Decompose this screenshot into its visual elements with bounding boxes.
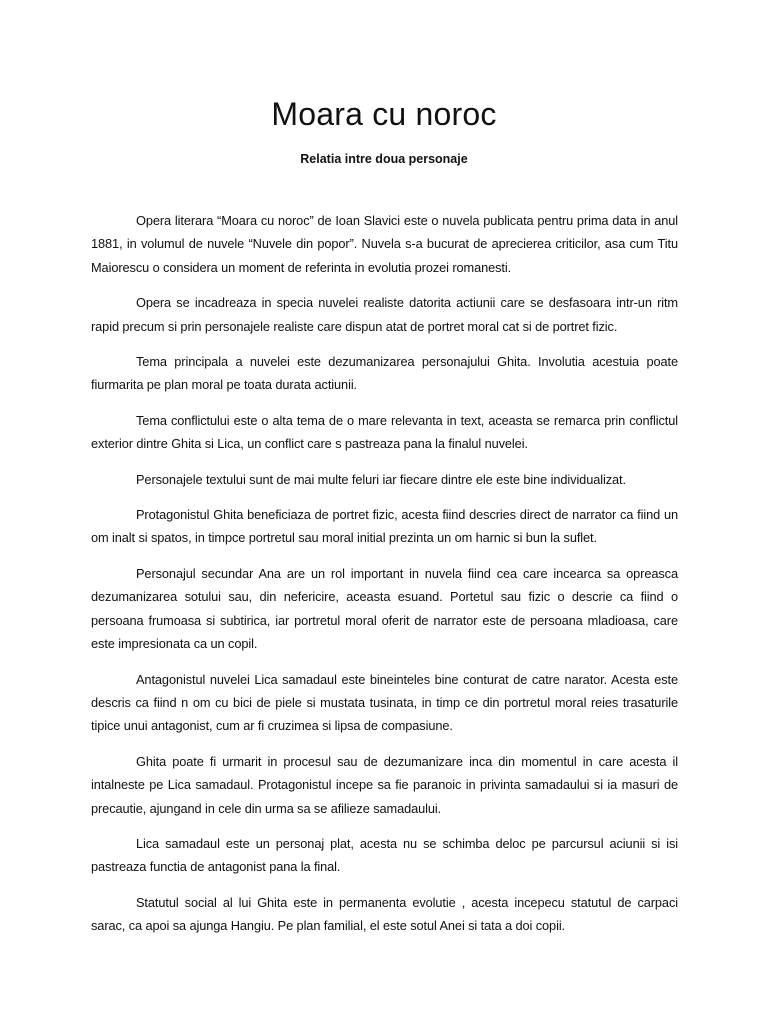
paragraph-6: Protagonistul Ghita beneficiaza de portret fizic, acesta fiind descries direct de narrator ca fiind un om inalt si spatos, in timpce portretul sau moral initial prezinta un om harnic si bun la suflet.	[91, 507, 678, 546]
paragraph-1: Opera literara “Moara cu noroc” de Ioan Slavici este o nuvela publicata pentru prima data in anul 1881, in volumul de nuvele “Nuvele din popor”. Nuvela s-a bucurat de aprecierea criticilor, asa cum Titu Maiorescu o considera un moment de referinta in evolutia prozei romanesti.	[91, 213, 678, 275]
paragraph-3: Tema principala a nuvelei este dezumanizarea personajului Ghita. Involutia acestuia poate fiurmarita pe plan moral pe toata durata actiunii.	[91, 354, 678, 393]
paragraph-8: Antagonistul nuvelei Lica samadaul este bineinteles bine conturat de catre narator. Acesta este descris ca fiind n om cu bici de piele si mustata tusinata, in timp ce din portretul moral reies trasaturile tipice unui antagonist, cum ar fi cruzimea si lipsa de compasiune.	[91, 671, 678, 734]
paragraph-2: Opera se incadreaza in specia nuvelei realiste datorita actiunii care se desfasoara intr-un ritm rapid precum si prin personajele realiste care dispun atat de portret moral cat si de portret fizic.	[91, 295, 678, 334]
paragraph-7: Personajul secundar Ana are un rol important in nuvela fiind cea care incearca sa opreasca dezumanizarea sotului sau, din nefericire, aceasta esuand. Portetul sau fizic o descrie ca fiind o persoana frumoasa si subtirica, iar portretul moral oferit de narrator este de persoana mladioasa, care este impresionata ca un copil.	[91, 565, 678, 652]
document-title: Moara cu noroc	[271, 96, 497, 132]
document-body	[91, 209, 678, 950]
paragraph-4: Tema conflictului este o alta tema de o mare relevanta in text, aceasta se remarca prin conflictul exterior dintre Ghita si Lica, un conflict care s pastreaza pana la finalul nuvelei.	[91, 412, 678, 452]
paragraph-5: Personajele textului sunt de mai multe feluri iar fiecare dintre ele este bine individualizat.	[136, 471, 626, 487]
paragraph-11: Statutul social al lui Ghita este in permanenta evolutie , acesta incepecu statutul de carpaci sarac, ca apoi sa ajunga Hangiu. Pe plan familial, el este sotul Anei si tata a doi copii.	[91, 894, 678, 934]
paragraph-9: Ghita poate fi urmarit in procesul sau de dezumanizare inca din momentul in care acesta il intalneste pe Lica samadaul. Protagonistul incepe sa fie paranoic in privinta samadaului si ia masuri de precautie, ajungand in cele din urma sa se afilieze samadaului.	[91, 753, 678, 816]
document-subtitle: Relatia intre doua personaje	[300, 152, 468, 166]
paragraph-10: Lica samadaul este un personaj plat, acesta nu se schimba deloc pe parcursul aciunii si isi pastreaza functia de antagonist pana la final.	[91, 835, 678, 875]
